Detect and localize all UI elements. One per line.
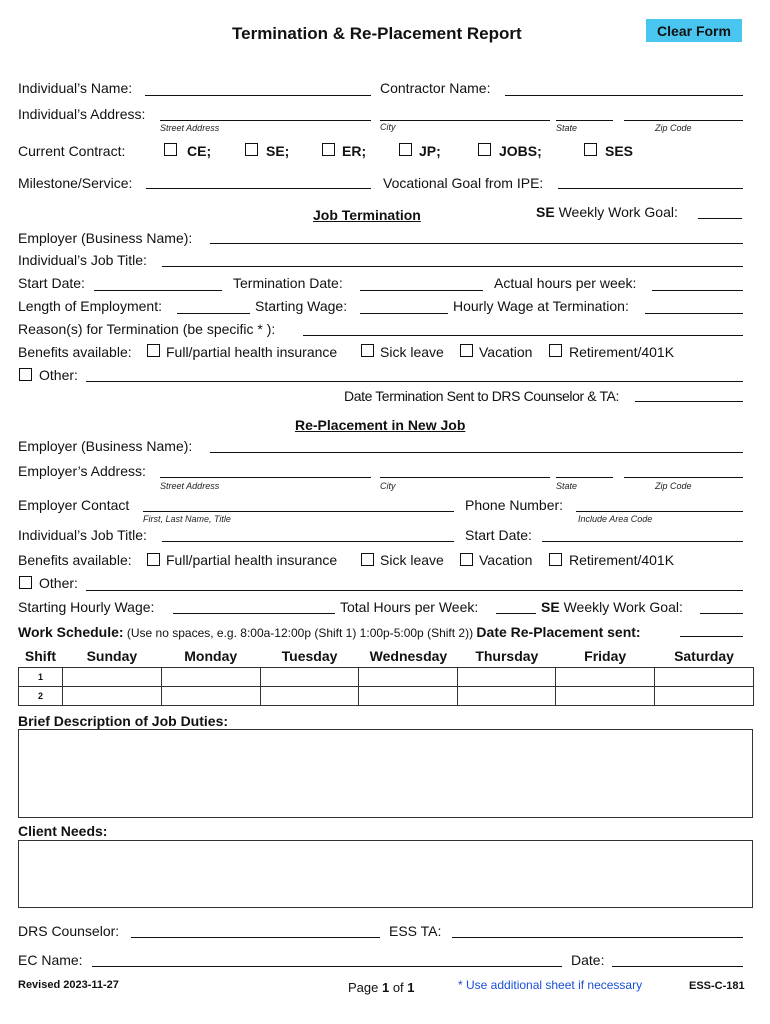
contract-se-label: SE;: [266, 143, 290, 159]
term-other-label: Other:: [39, 367, 78, 383]
term-health-insurance-label: Full/partial health insurance: [166, 344, 338, 360]
repl-other-label: Other:: [39, 575, 78, 591]
employer-zip-hint: Zip Code: [655, 481, 692, 491]
page-title: Termination & Re-Placement Report: [232, 24, 522, 43]
starting-wage-field[interactable]: [360, 313, 448, 314]
termination-reasons-label: Reason(s) for Termination (be specific * ):: [18, 321, 276, 337]
employer-address-label: Employer’s Address:: [18, 463, 146, 479]
schedule-cell[interactable]: [359, 687, 458, 706]
length-of-employment-label: Length of Employment:: [18, 298, 162, 314]
termination-benefits-label: Benefits available:: [18, 344, 132, 360]
contract-ses-checkbox[interactable]: [584, 143, 597, 156]
individual-zip-field[interactable]: [624, 120, 743, 121]
clear-form-button[interactable]: Clear Form: [646, 19, 742, 42]
individual-name-label: Individual’s Name:: [18, 80, 133, 96]
street-address-hint: Street Address: [160, 123, 220, 133]
employer-street-field[interactable]: [160, 477, 371, 478]
replacement-weekly-goal-label: SE Weekly Work Goal:: [541, 599, 683, 615]
repl-retirement-checkbox[interactable]: [549, 553, 562, 566]
replacement-employer-field[interactable]: [210, 452, 743, 453]
repl-sick-leave-checkbox[interactable]: [361, 553, 374, 566]
ess-ta-field[interactable]: [452, 937, 743, 938]
contract-jp-label: JP;: [419, 143, 441, 159]
actual-hours-label: Actual hours per week:: [494, 275, 637, 291]
term-other-checkbox[interactable]: [19, 368, 32, 381]
termination-weekly-goal-label: SE Weekly Work Goal:: [536, 204, 678, 220]
employer-city-hint: City: [380, 481, 396, 491]
repl-health-insurance-checkbox[interactable]: [147, 553, 160, 566]
schedule-cell[interactable]: [655, 687, 754, 706]
ec-name-field[interactable]: [92, 966, 562, 967]
term-vacation-label: Vacation: [479, 344, 533, 360]
form-id: ESS-C-181: [689, 980, 745, 992]
city-hint: City: [380, 122, 396, 132]
length-of-employment-field[interactable]: [177, 313, 250, 314]
contract-ce-checkbox[interactable]: [164, 143, 177, 156]
milestone-label: Milestone/Service:: [18, 175, 133, 191]
table-row: [19, 687, 754, 706]
hourly-wage-termination-label: Hourly Wage at Termination:: [453, 298, 629, 314]
col-sunday: Sunday: [86, 648, 138, 664]
contract-jobs-checkbox[interactable]: [478, 143, 491, 156]
employer-contact-label: Employer Contact: [18, 497, 130, 513]
schedule-cell[interactable]: [161, 687, 260, 706]
schedule-cell[interactable]: [260, 668, 359, 687]
contract-jobs-label: JOBS;: [499, 143, 542, 159]
table-row: [19, 668, 754, 687]
additional-sheet-note: * Use additional sheet if necessary: [458, 978, 643, 992]
repl-vacation-label: Vacation: [479, 552, 533, 568]
termination-start-date-label: Start Date:: [18, 275, 85, 291]
contract-jp-checkbox[interactable]: [399, 143, 412, 156]
replacement-start-date-field[interactable]: [542, 541, 743, 542]
schedule-cell[interactable]: [556, 668, 655, 687]
term-other-field[interactable]: [86, 381, 743, 382]
repl-vacation-checkbox[interactable]: [460, 553, 473, 566]
replacement-job-title-field[interactable]: [162, 541, 454, 542]
job-duties-textarea[interactable]: [18, 729, 753, 818]
termination-employer-label: Employer (Business Name):: [18, 230, 193, 246]
col-friday: Friday: [584, 648, 627, 664]
page-indicator: Page 1 of 1: [348, 980, 415, 995]
repl-other-checkbox[interactable]: [19, 576, 32, 589]
vocational-goal-field[interactable]: [558, 188, 743, 189]
shift-number: 2: [19, 687, 63, 706]
client-needs-label: Client Needs:: [18, 823, 108, 839]
replacement-start-date-label: Start Date:: [465, 527, 532, 543]
phone-number-label: Phone Number:: [465, 497, 564, 513]
job-termination-heading: Job Termination: [313, 207, 421, 223]
date-termination-sent-field[interactable]: [635, 401, 743, 402]
individual-city-field[interactable]: [380, 120, 550, 121]
col-wednesday: Wednesday: [369, 648, 448, 664]
milestone-field[interactable]: [146, 188, 371, 189]
employer-street-hint: Street Address: [160, 481, 220, 491]
schedule-cell[interactable]: [359, 668, 458, 687]
state-hint: State: [556, 123, 578, 133]
termination-start-date-field[interactable]: [94, 290, 222, 291]
term-retirement-label: Retirement/401K: [569, 344, 675, 360]
shift-number: 1: [19, 668, 63, 687]
phone-number-field[interactable]: [576, 511, 743, 512]
zip-code-hint: Zip Code: [655, 123, 692, 133]
repl-other-field[interactable]: [86, 590, 743, 591]
contract-er-label: ER;: [342, 143, 367, 159]
schedule-cell[interactable]: [655, 668, 754, 687]
contract-ses-label: SES: [605, 143, 634, 159]
hourly-wage-termination-field[interactable]: [645, 313, 743, 314]
individual-street-field[interactable]: [160, 120, 371, 121]
employer-contact-field[interactable]: [143, 511, 454, 512]
vocational-goal-label: Vocational Goal from IPE:: [383, 175, 544, 191]
contract-se-checkbox[interactable]: [245, 143, 258, 156]
term-vacation-checkbox[interactable]: [460, 344, 473, 357]
ess-ta-label: ESS TA:: [389, 923, 442, 939]
revised-date: Revised 2023-11-27: [18, 979, 119, 991]
starting-hourly-wage-label: Starting Hourly Wage:: [18, 599, 155, 615]
starting-hourly-wage-field[interactable]: [173, 613, 335, 614]
termination-employer-field[interactable]: [210, 243, 743, 244]
termination-date-label: Termination Date:: [233, 275, 343, 291]
schedule-cell[interactable]: [62, 668, 161, 687]
ec-name-label: EC Name:: [18, 952, 83, 968]
date-label: Date:: [571, 952, 605, 968]
replacement-job-title-label: Individual’s Job Title:: [18, 527, 147, 543]
replacement-benefits-label: Benefits available:: [18, 552, 132, 568]
work-schedule-table: [18, 646, 754, 706]
col-thursday: Thursday: [475, 648, 539, 664]
col-monday: Monday: [184, 648, 238, 664]
drs-counselor-label: DRS Counselor:: [18, 923, 120, 939]
termination-job-title-field[interactable]: [162, 266, 743, 267]
col-tuesday: Tuesday: [281, 648, 338, 664]
total-hours-field[interactable]: [496, 613, 536, 614]
schedule-cell[interactable]: [556, 687, 655, 706]
work-schedule-header: Work Schedule: (Use no spaces, e.g. 8:00a-12:00p (Shift 1) 1:00p-5:00p (Shift 2)) Date Re-Placement sent:: [18, 624, 641, 640]
phone-area-code-hint: Include Area Code: [578, 514, 653, 524]
job-duties-label: Brief Description of Job Duties:: [18, 713, 229, 729]
col-shift: Shift: [24, 648, 57, 664]
repl-retirement-label: Retirement/401K: [569, 552, 675, 568]
termination-job-title-label: Individual’s Job Title:: [18, 252, 147, 268]
schedule-cell[interactable]: [458, 687, 556, 706]
contractor-name-label: Contractor Name:: [380, 80, 491, 96]
termination-date-field[interactable]: [360, 290, 483, 291]
contract-ce-label: CE;: [187, 143, 212, 159]
date-replacement-sent-field[interactable]: [680, 636, 743, 637]
replacement-weekly-goal-field[interactable]: [700, 613, 743, 614]
replacement-heading: Re-Placement in New Job: [295, 417, 466, 433]
actual-hours-field[interactable]: [652, 290, 743, 291]
individual-address-label: Individual’s Address:: [18, 106, 146, 122]
term-sick-leave-checkbox[interactable]: [361, 344, 374, 357]
repl-health-insurance-label: Full/partial health insurance: [166, 552, 338, 568]
contractor-name-field[interactable]: [505, 95, 743, 96]
employer-state-hint: State: [556, 481, 578, 491]
employer-contact-hint: First, Last Name, Title: [143, 514, 231, 524]
individual-state-field[interactable]: [556, 120, 613, 121]
drs-counselor-field[interactable]: [131, 937, 380, 938]
date-termination-sent-label: Date Termination Sent to DRS Counselor & TA:: [344, 388, 619, 404]
client-needs-textarea[interactable]: [18, 840, 753, 908]
repl-sick-leave-label: Sick leave: [380, 552, 444, 568]
date-field[interactable]: [612, 966, 743, 967]
schedule-cell[interactable]: [62, 687, 161, 706]
employer-zip-field[interactable]: [624, 477, 743, 478]
current-contract-label: Current Contract:: [18, 143, 126, 159]
individual-name-field[interactable]: [145, 95, 371, 96]
termination-weekly-goal-field[interactable]: [698, 218, 742, 219]
total-hours-label: Total Hours per Week:: [340, 599, 479, 615]
schedule-cell[interactable]: [458, 668, 556, 687]
schedule-cell[interactable]: [260, 687, 359, 706]
contract-er-checkbox[interactable]: [322, 143, 335, 156]
replacement-employer-label: Employer (Business Name):: [18, 438, 193, 454]
employer-city-field[interactable]: [380, 477, 550, 478]
term-sick-leave-label: Sick leave: [380, 344, 444, 360]
schedule-cell[interactable]: [161, 668, 260, 687]
col-saturday: Saturday: [674, 648, 734, 664]
employer-state-field[interactable]: [556, 477, 613, 478]
term-retirement-checkbox[interactable]: [549, 344, 562, 357]
term-health-insurance-checkbox[interactable]: [147, 344, 160, 357]
starting-wage-label: Starting Wage:: [255, 298, 348, 314]
termination-reasons-field[interactable]: [303, 335, 743, 336]
